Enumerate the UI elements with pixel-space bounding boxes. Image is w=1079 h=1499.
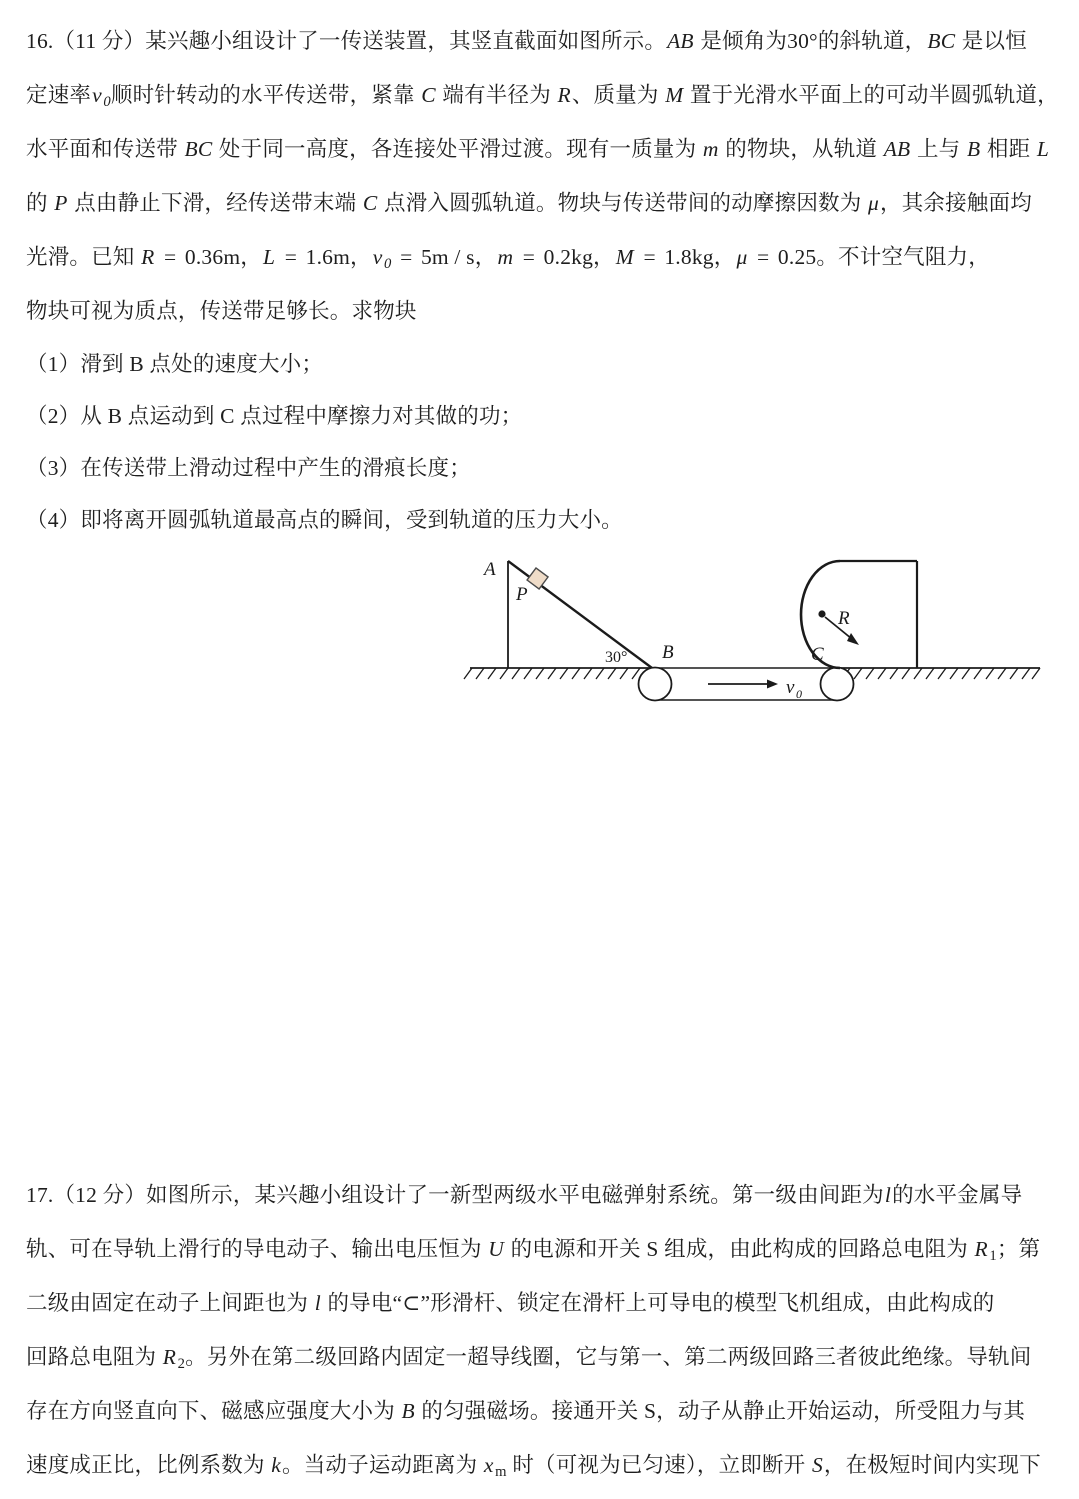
text-run: 处于同一高度，各连接处平滑过渡。现有一质量为 — [213, 137, 702, 161]
figure-label-c: C — [811, 644, 824, 665]
math-symbol: L — [262, 245, 276, 269]
question-16-line — [26, 122, 1051, 176]
block-on-incline — [527, 568, 548, 589]
text-run: 光滑。已知 — [26, 245, 141, 269]
math-operator: = — [394, 245, 418, 269]
text-run: 。当动子运动距离为 — [282, 1453, 483, 1477]
text-run: （11 分）某兴趣小组设计了一传送装置，其竖直截面如图所示。 — [53, 29, 667, 53]
math-symbol: x — [483, 1453, 494, 1477]
math-symbol: AB — [883, 137, 911, 161]
question-16-line — [26, 230, 1051, 284]
text-run: 水平面和传送带 — [26, 137, 184, 161]
text-run: 存在方向竖直向下、磁感应强度大小为 — [26, 1399, 401, 1423]
math-symbol: m — [497, 245, 514, 269]
math-symbol: C — [421, 83, 436, 107]
text-run: 1.6m — [305, 245, 351, 269]
text-run: ， — [350, 245, 372, 269]
text-run: 时（可视为已匀速），立即断开 — [506, 1453, 811, 1477]
text-run: 的导电“⊂”形滑杆、锁定在滑杆上可导电的模型飞机组成，由此构成的 — [321, 1291, 995, 1315]
text-run: 的水平金属导 — [892, 1183, 1023, 1207]
text-run: 、质量为 — [571, 83, 665, 107]
math-operator: = — [517, 245, 541, 269]
subquestion-label: （1） — [26, 352, 81, 376]
arc-center-dot — [818, 610, 825, 617]
math-symbol: P — [54, 191, 68, 215]
subquestion-text: 在传送带上滑动过程中产生的滑痕长度； — [80, 456, 471, 480]
math-subscript: 0 — [383, 256, 392, 273]
math-symbol: U — [488, 1237, 505, 1261]
question-16-subquestion — [26, 390, 1051, 442]
figure-label-r: R — [838, 608, 850, 629]
text-run: 是倾角为 — [694, 29, 788, 53]
text-run: 的电源和开关 — [505, 1237, 647, 1261]
text-run: ， — [474, 245, 497, 269]
text-run: 点滑入圆弧轨道。物块与传送带间的动摩擦因数为 — [378, 191, 867, 215]
math-symbol: μ — [868, 191, 879, 215]
subquestion-text: 即将离开圆弧轨道最高点的瞬间，受到轨道的压力大小。 — [80, 508, 623, 532]
figure-label-v0: v — [786, 677, 795, 698]
pulley-b — [639, 668, 672, 701]
text-run: ， — [593, 245, 615, 269]
math-symbol: μ — [736, 245, 748, 269]
subquestion-label: （3） — [26, 456, 81, 480]
math-symbol: S — [811, 1453, 823, 1477]
text-run: 速度成正比，比例系数为 — [26, 1453, 271, 1477]
math-operator: = — [279, 245, 303, 269]
question-16-line — [26, 176, 1051, 230]
text-run: 相距 — [981, 137, 1036, 161]
text-run: 置于光滑水平面上的可动半圆弧轨道， — [684, 83, 1059, 107]
subquestion-text: 从 B 点运动到 C 点过程中摩擦力对其做的功； — [80, 404, 523, 428]
text-run: 。不计空气阻力， — [816, 245, 990, 269]
text-run: 0.36m — [184, 245, 241, 269]
question-16-subquestion — [26, 338, 1051, 390]
text-run: ，其余接触面均 — [880, 191, 1032, 215]
text-run: 的匀强磁场。接通开关 — [415, 1399, 644, 1423]
text-run: ，在极短时间内实现下 — [823, 1453, 1041, 1477]
math-symbol: k — [271, 1453, 282, 1477]
text-run: ， — [713, 245, 736, 269]
text-run: 轨、可在导轨上滑行的导电动子、输出电压恒为 — [26, 1237, 488, 1261]
figure-label-angle: 30° — [605, 649, 628, 666]
text-run: 0.2kg — [543, 245, 594, 269]
figure-label-p: P — [516, 584, 528, 605]
subquestion-text: 滑到 B 点处的速度大小； — [80, 352, 324, 376]
text-run: 5m / s — [420, 245, 475, 269]
math-subscript: 1 — [989, 1248, 997, 1265]
text-run: 0.25 — [777, 245, 817, 269]
math-symbol: R — [141, 245, 155, 269]
math-subscript: 0 — [103, 94, 111, 111]
text-run: 是以恒 — [956, 29, 1027, 53]
question-17-line — [26, 1438, 1051, 1492]
math-operator: = — [158, 245, 182, 269]
math-symbol: R — [162, 1345, 177, 1369]
belt-direction-arrow — [708, 680, 778, 689]
text-run: 回路总电阻为 — [26, 1345, 162, 1369]
text-run: ；第 — [996, 1237, 1041, 1261]
text-run: 的斜轨道， — [817, 29, 927, 53]
text-run: ， — [240, 245, 262, 269]
math-symbol: BC — [927, 29, 956, 53]
subquestion-label: （2） — [26, 404, 81, 428]
figure-label-b: B — [662, 642, 674, 663]
math-subscript: 2 — [177, 1356, 186, 1373]
question-17 — [26, 1168, 1051, 1492]
question-16 — [26, 14, 1059, 546]
math-symbol: M — [615, 245, 634, 269]
question-17-line — [26, 1330, 1051, 1384]
math-subscript: m — [495, 1464, 507, 1481]
text-run: 端有半径为 — [436, 83, 557, 107]
math-symbol: B — [966, 137, 981, 161]
math-symbol: L — [1036, 137, 1050, 161]
figure-label-v0-subscript: 0 — [796, 687, 802, 701]
text-run: S — [643, 1399, 657, 1423]
text-run: 的物块，从轨道 — [719, 137, 883, 161]
text-run: 。另外在第二级回路内固定一超导线圈，它与第一、第二两级回路三者彼此绝缘。导轨间 — [185, 1345, 1032, 1369]
text-run: ，动子从静止开始运动，所受阻力与其 — [656, 1399, 1026, 1423]
math-symbol: R — [974, 1237, 988, 1261]
subquestion-label: （4） — [26, 508, 81, 532]
text-run: （12 分）如图所示，某兴趣小组设计了一新型两级水平电磁弹射系统。第一级由间距为 — [53, 1183, 884, 1207]
text-run: 物块可视为质点，传送带足够长。求物块 — [26, 299, 417, 323]
text-run: 16. — [26, 29, 54, 53]
text-run: 上与 — [911, 137, 966, 161]
ground-hatching-left — [464, 668, 650, 679]
math-symbol: l — [884, 1183, 892, 1207]
text-run: 17. — [26, 1183, 54, 1207]
text-run: 二级由固定在动子上间距也为 — [26, 1291, 314, 1315]
figure-label-a: A — [484, 559, 496, 580]
math-operator: = — [637, 245, 662, 269]
physics-diagram — [440, 538, 1060, 723]
text-run: 点由静止下滑，经传送带末端 — [68, 191, 362, 215]
math-symbol: BC — [184, 137, 213, 161]
text-run: 30° — [787, 29, 818, 53]
question-16-line — [26, 68, 1059, 122]
question-17-line — [26, 1384, 1051, 1438]
question-16-line — [26, 284, 1051, 338]
text-run: S — [646, 1237, 659, 1261]
question-16-line — [26, 14, 1051, 68]
math-symbol: v — [372, 245, 383, 269]
text-run: 的 — [26, 191, 54, 215]
text-run: 1.8kg — [664, 245, 714, 269]
question-17-line — [26, 1168, 1051, 1222]
math-symbol: l — [314, 1291, 321, 1315]
math-operator: = — [751, 245, 775, 269]
text-run: 定速率 — [26, 83, 92, 107]
question-17-line — [26, 1222, 1051, 1276]
math-symbol: C — [362, 191, 378, 215]
text-run: 组成，由此构成的回路总电阻为 — [658, 1237, 974, 1261]
math-symbol: M — [665, 83, 684, 107]
math-symbol: R — [557, 83, 571, 107]
text-run: 顺时针转动的水平传送带，紧靠 — [110, 83, 421, 107]
math-symbol: v — [92, 83, 102, 107]
math-symbol: AB — [667, 29, 694, 53]
question-16-subquestion — [26, 442, 1051, 494]
pulley-c — [821, 668, 854, 701]
math-symbol: m — [702, 137, 719, 161]
question-17-line — [26, 1276, 1051, 1330]
ground-hatching-right — [842, 668, 1040, 679]
math-symbol: B — [401, 1399, 415, 1423]
